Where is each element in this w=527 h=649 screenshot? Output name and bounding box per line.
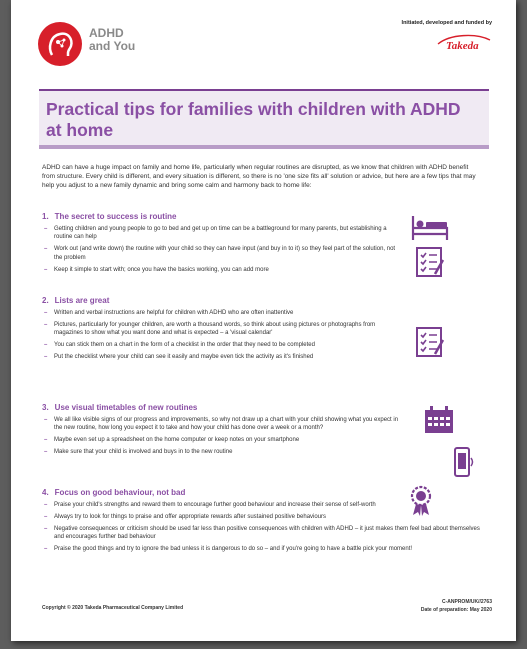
document-page xyxy=(11,0,516,641)
sponsor-text: Initiated, developed and funded by xyxy=(401,20,492,26)
list-item: – Maybe even set up a spreadsheet on the home computer or keep notes on your smartphone xyxy=(44,436,484,444)
bed-icon xyxy=(410,214,450,247)
title-band xyxy=(39,89,489,149)
intro-paragraph: ADHD can have a huge impact on family and home life, particularly when regular routines are disrupted, as we know that children with ADHD benefit from structure. Every child is different, and every situation is different, so there is no 'one size fits all' solution or advice, but here are a few tips that may help you adjust to a new family dynamic and bring some calm and harmony back to home life: xyxy=(42,164,476,189)
section-3-number: 3. xyxy=(42,403,49,412)
section-2-number: 2. xyxy=(42,296,49,305)
section-1-heading xyxy=(42,212,177,221)
list-item: – Negative consequences or criticism should be used far less than positive consequences with children with ADHD – it just makes them feel bad about themselves and encourages further bad behaviour xyxy=(44,525,484,542)
list-item: – Always try to look for things to praise and offer appropriate rewards after sustained positive behaviours xyxy=(44,513,484,521)
section-4-number: 4. xyxy=(42,488,49,497)
checklist-icon xyxy=(415,326,445,363)
section-4-heading xyxy=(42,488,185,497)
list-item: – Keep it simple to start with; once you have the basics working, you can add more xyxy=(44,266,484,274)
list-item: – We all like visible signs of our progress and improvements, so why not draw up a chart with your child showing what you expect in the new routine, how long you expect it to take and how your child has done over a week or a month? xyxy=(44,416,404,433)
document-meta xyxy=(421,598,492,614)
list-item: – Praise the good things and try to ignore the bad unless it is dangerous to do so – and if you're going to have a battle pick your moment! xyxy=(44,545,484,553)
section-3-heading xyxy=(42,403,197,412)
list-item: – Put the checklist where your child can see it easily and maybe even tick the activity as it's finished xyxy=(44,353,484,361)
section-1-title: The secret to success is routine xyxy=(54,212,177,221)
section-3-title: Use visual timetables of new routines xyxy=(54,403,198,412)
brand-line-2: and You xyxy=(89,39,136,53)
brand-name xyxy=(89,27,135,53)
adhd-logo-icon xyxy=(38,22,82,66)
section-2-title: Lists are great xyxy=(54,296,110,305)
list-item: – Praise your child's strengths and reward them to encourage further good behaviour and increase their sense of self-worth xyxy=(44,501,404,509)
list-item: – Getting children and young people to go to bed and get up on time can be a battleground for many parents, but establishing a routine can help xyxy=(44,225,404,242)
document-code: C-ANPROM/UK//2763 xyxy=(441,599,492,605)
list-item: – Work out (and write down) the routine with your child so they can have input (and buy in to it) so they feel part of the solution, not the problem xyxy=(44,245,404,262)
section-2-list xyxy=(44,309,404,365)
section-1-list xyxy=(44,225,404,278)
takeda-logo xyxy=(436,32,492,57)
smartphone-icon xyxy=(453,446,475,483)
takeda-logo-text: Takeda xyxy=(446,40,479,52)
preparation-date: Date of preparation: May 2020 xyxy=(420,607,492,613)
copyright-text: Copyright © 2020 Takeda Pharmaceutical Company Limited xyxy=(42,605,184,611)
page-title: Practical tips for families with children with ADHD at home xyxy=(46,99,461,140)
list-item: – Written and verbal instructions are helpful for children with ADHD who are often inattentive xyxy=(44,309,484,317)
section-4-title: Focus on good behaviour, not bad xyxy=(54,488,186,497)
section-2-heading xyxy=(42,296,109,305)
list-item: – Make sure that your child is involved and buys in to the new routine xyxy=(44,448,404,456)
section-4-list xyxy=(44,501,480,557)
list-item: – Pictures, particularly for younger children, are worth a thousand words, so think about using pictures or photographs from magazines to show what you want done and what is expected – a 'visual calendar' xyxy=(44,321,404,338)
section-3-list xyxy=(44,416,404,460)
brand-line-1: ADHD xyxy=(89,26,124,40)
award-rosette-icon xyxy=(408,485,434,522)
checklist-icon xyxy=(415,246,445,283)
section-1-number: 1. xyxy=(42,212,49,221)
list-item: – You can stick them on a chart in the form of a checklist in the order that they need to be completed xyxy=(44,341,404,349)
header xyxy=(11,0,516,85)
calendar-icon xyxy=(423,405,455,440)
